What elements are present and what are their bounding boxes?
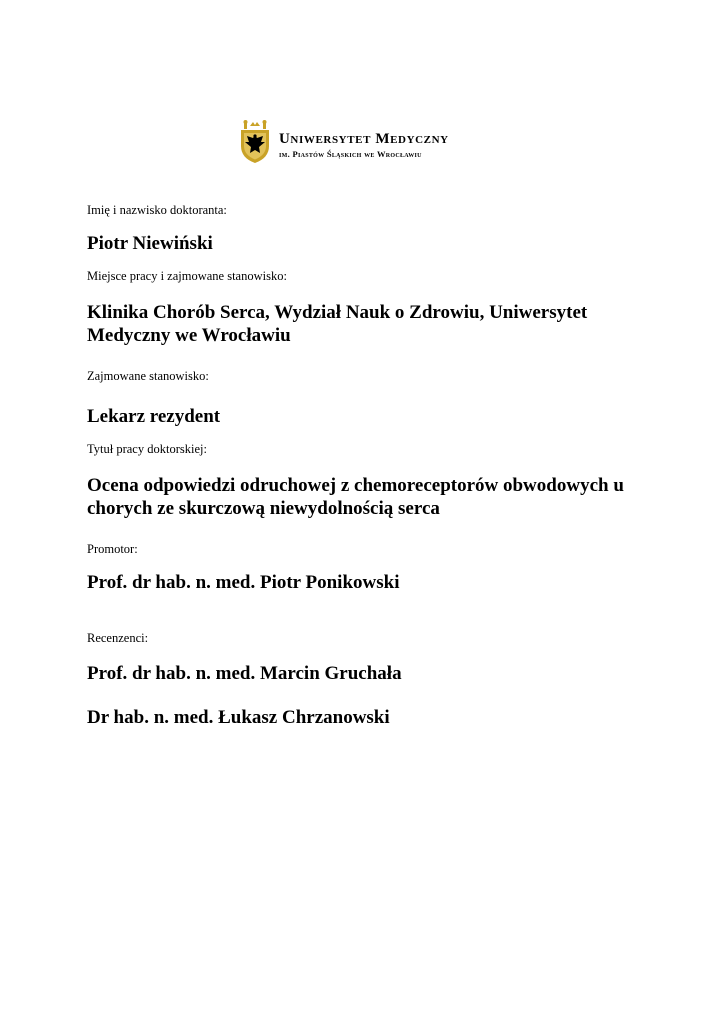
position: Lekarz rezydent [87, 406, 221, 427]
workplace: Klinika Chorób Serca, Wydział Nauk o Zdrowiu, Uniwersytet Medyczny we Wrocławiu [87, 302, 588, 346]
university-logo [238, 120, 488, 166]
reviewers-label: Recenzenci: [87, 631, 149, 645]
doctoral-name: Piotr Niewiński [87, 233, 213, 254]
doctoral-name-label: Imię i nazwisko doktoranta: [87, 203, 227, 217]
logo-title: Uniwersytet Medyczny [279, 131, 449, 147]
position-label: Zajmowane stanowisko: [87, 369, 209, 383]
thesis-title: Ocena odpowiedzi odruchowej z chemoreceptorów obwodowych u chorych ze skurczową niewydolnością serca [87, 475, 624, 519]
university-crest-icon [238, 120, 272, 164]
promoter: Prof. dr hab. n. med. Piotr Ponikowski [87, 572, 400, 593]
logo-subtitle: im. Piastów Śląskich we Wrocławiu [279, 149, 422, 159]
thesis-title-label: Tytuł pracy doktorskiej: [87, 442, 207, 456]
reviewer-item: Prof. dr hab. n. med. Marcin Gruchała [87, 663, 402, 684]
reviewer-item: Dr hab. n. med. Łukasz Chrzanowski [87, 707, 390, 728]
promoter-label: Promotor: [87, 542, 138, 556]
workplace-label: Miejsce pracy i zajmowane stanowisko: [87, 269, 287, 283]
